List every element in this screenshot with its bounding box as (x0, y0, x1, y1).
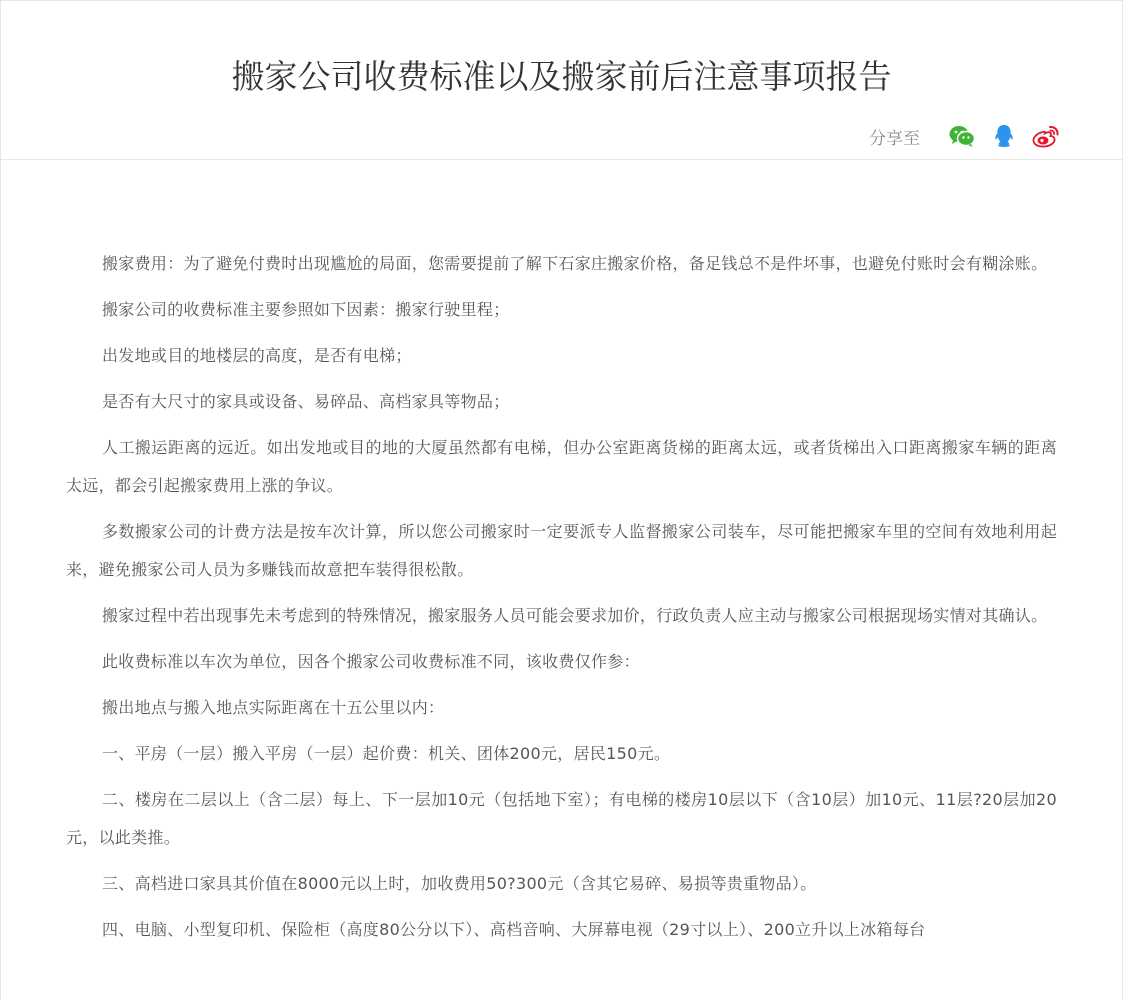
article-paragraph: 出发地或目的地楼层的高度，是否有电梯； (102, 346, 412, 365)
article-header (1, 1, 1122, 160)
article-paragraph: 搬家费用：为了避免付费时出现尴尬的局面，您需要提前了解下石家庄搬家价格，备足钱总不是件坏事，也避免付账时会有糊涂账。 (102, 254, 1048, 273)
article-paragraph: 搬家公司的收费标准主要参照如下因素：搬家行驶里程； (102, 300, 510, 319)
article-paragraph: 三、高档进口家具其价值在8000元以上时，加收费用50?300元（含其它易碎、易损等贵重物品）。 (102, 874, 817, 893)
article-paragraph: 二、楼房在二层以上（含二层）每上、下一层加10元（包括地下室）；有电梯的楼房10层以下（含10层）加10元、11层?20层加20元，以此类推。 (66, 790, 1057, 847)
wechat-icon[interactable] (948, 122, 976, 150)
article-content (1, 160, 1122, 949)
weibo-icon[interactable] (1032, 122, 1060, 150)
share-label: 分享至 (869, 128, 920, 149)
article-paragraph: 多数搬家公司的计费方法是按车次计算，所以您公司搬家时一定要派专人监督搬家公司装车，尽可能把搬家车里的空间有效地利用起来，避免搬家公司人员为多赚钱而故意把车装得很松散。 (66, 522, 1057, 579)
article-paragraph: 搬出地点与搬入地点实际距离在十五公里以内： (102, 698, 445, 717)
article-title: 搬家公司收费标准以及搬家前后注意事项报告 (231, 57, 892, 96)
qq-icon[interactable] (990, 122, 1018, 150)
article-paragraph: 搬家过程中若出现事先未考虑到的特殊情况，搬家服务人员可能会要求加价，行政负责人应主动与搬家公司根据现场实情对其确认。 (102, 606, 1048, 625)
article-paragraph: 此收费标准以车次为单位，因各个搬家公司收费标准不同，该收费仅作参： (102, 652, 640, 671)
article-paragraph: 是否有大尺寸的家具或设备、易碎品、高档家具等物品； (102, 392, 510, 411)
article-paragraph: 四、电脑、小型复印机、保险柜（高度80公分以下）、高档音响、大屏幕电视（29寸以上）、200立升以上冰箱每台 (102, 920, 926, 939)
share-bar (869, 121, 1060, 151)
article-paragraph: 人工搬运距离的远近。如出发地或目的地的大厦虽然都有电梯，但办公室距离货梯的距离太远，或者货梯出入口距离搬家车辆的距离太远，都会引起搬家费用上涨的争议。 (66, 438, 1057, 495)
article-paragraph: 一、平房（一层）搬入平房（一层）起价费：机关、团体200元，居民150元。 (102, 744, 671, 763)
